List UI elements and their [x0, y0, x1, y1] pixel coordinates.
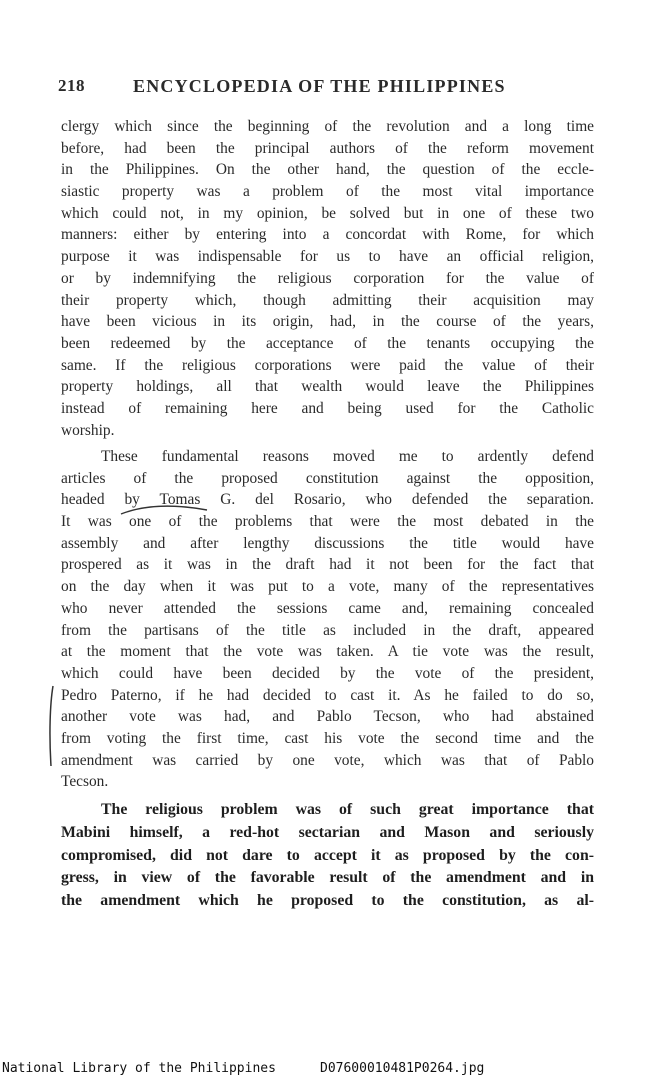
text-line: which could have been decided by the vote of the president,	[61, 664, 594, 682]
text-line: compromised, did not dare to accept it as proposed by the con-	[61, 846, 594, 864]
page-header	[58, 76, 598, 100]
text-line: before, had been the principal authors of the reform movement	[61, 139, 594, 157]
scan-footer	[0, 1061, 654, 1079]
paragraph-3	[61, 799, 594, 913]
handwritten-underline-mark	[119, 502, 209, 522]
text-line: Pedro Paterno, if he had decided to cast it. As he failed to do so,	[61, 686, 594, 704]
text-line: from voting the first time, cast his vote the second time and the	[61, 729, 594, 747]
text-line: on the day when it was put to a vote, many of the representatives	[61, 578, 594, 596]
text-line: which could not, in my opinion, be solved but in one of these two	[61, 204, 594, 222]
text-line: property holdings, all that wealth would leave the Philippines	[61, 378, 594, 396]
text-line: manners: either by entering into a concordat with Rome, for which	[61, 226, 594, 244]
text-line: their property which, though admitting their acquisition may	[61, 291, 594, 309]
text-line: been redeemed by the acceptance of the tenants occupying the	[61, 334, 594, 352]
running-head: ENCYCLOPEDIA OF THE PHILIPPINES	[133, 76, 506, 96]
text-line: or by indemnifying the religious corporation for the value of	[61, 269, 594, 287]
text-line: from the partisans of the title as included in the draft, appeared	[61, 621, 594, 639]
text-line: instead of remaining here and being used for the Catholic	[61, 399, 594, 417]
library-credit: National Library of the Philippines	[2, 1061, 276, 1076]
text-line: gress, in view of the favorable result of the amendment and in	[61, 869, 594, 887]
text-line: The religious problem was of such great importance that	[101, 801, 594, 818]
text-line: the amendment which he proposed to the constitution, as al-	[61, 892, 594, 910]
text-line: have been vicious in its origin, had, in the course of the years,	[61, 313, 594, 331]
text-line: another vote was had, and Pablo Tecson, who had abstained	[61, 708, 594, 726]
text-line: prospered as it was in the draft had it not been for the fact that	[61, 556, 594, 574]
text-line: It was one of the problems that were the most debated in the	[61, 513, 594, 531]
text-line: headed by Tomas G. del Rosario, who defended the separation.	[61, 491, 594, 509]
paragraph-1	[61, 116, 594, 441]
text-line: Mabini himself, a red-hot sectarian and Mason and seriously	[61, 823, 594, 841]
text-line: Tecson.	[61, 773, 109, 791]
text-line: articles of the proposed constitution against the opposition,	[61, 469, 594, 487]
text-line: same. If the religious corporations were paid the value of their	[61, 356, 594, 374]
text-line: assembly and after lengthy discussions the title would have	[61, 534, 594, 552]
text-line: who never attended the sessions came and, remaining concealed	[61, 599, 594, 617]
file-identifier: D07600010481P0264.jpg	[320, 1061, 485, 1076]
text-line: purpose it was indispensable for us to have an official religion,	[61, 248, 594, 266]
page-number: 218	[58, 76, 85, 95]
paragraph-2	[61, 446, 594, 793]
handwritten-margin-bracket	[46, 684, 56, 768]
text-line: at the moment that the vote was taken. A tie vote was the result,	[61, 643, 594, 661]
text-line: amendment was carried by one vote, which was that of Pablo	[61, 751, 594, 769]
text-line: clergy which since the beginning of the revolution and a long time	[61, 118, 594, 135]
text-line: worship.	[61, 421, 115, 439]
text-line: in the Philippines. On the other hand, the question of the eccle-	[61, 161, 594, 179]
text-line: siastic property was a problem of the most vital importance	[61, 183, 594, 201]
text-line: These fundamental reasons moved me to ardently defend	[101, 448, 594, 465]
